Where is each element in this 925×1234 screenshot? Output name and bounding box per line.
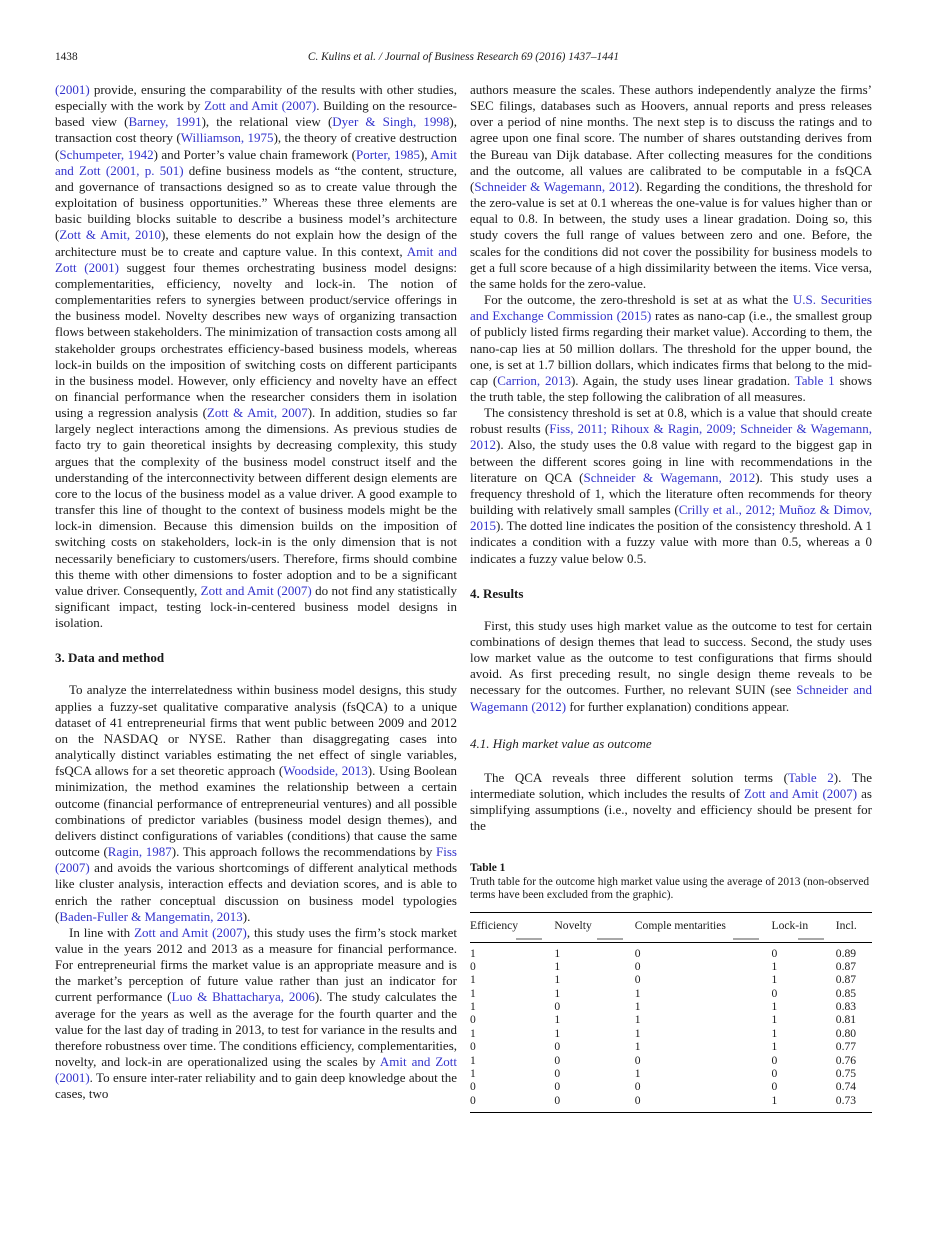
table-cell: 0 xyxy=(470,1093,476,1107)
table-cell: 0 xyxy=(634,1093,641,1107)
table-row xyxy=(470,974,872,987)
paragraph xyxy=(470,292,872,405)
table-cell: 0 xyxy=(634,946,641,960)
citation-link[interactable]: Williamson, 1975 xyxy=(180,130,274,146)
table-cell: 0.75 xyxy=(835,1066,857,1080)
citation-link[interactable]: Amit and Zott (2001) xyxy=(55,1054,457,1086)
text-run: . Building on the resource-based view ( xyxy=(55,98,457,130)
table-row xyxy=(470,1014,872,1027)
column-header: Novelty xyxy=(554,913,634,942)
text-run: ) and Porter’s value chain framework ( xyxy=(153,146,356,162)
table-cell: 0 xyxy=(554,1000,561,1014)
paragraph xyxy=(55,82,457,631)
table-row xyxy=(470,1027,872,1040)
citation-link[interactable]: Crilly et al., 2012; Muñoz & Dimov, 2015 xyxy=(470,502,872,534)
table-cell: 1 xyxy=(634,1000,641,1014)
table-cell: 1 xyxy=(554,973,561,987)
table-row xyxy=(470,1094,872,1112)
text-run: ). The intermediate solution, which includes the results of xyxy=(470,769,872,802)
truth-table xyxy=(470,912,872,1112)
table-cell: 0 xyxy=(771,1080,778,1094)
table-cell: 0.76 xyxy=(835,1053,857,1067)
text-run: ). Using Boolean minimization, the method examines the relationship between a certain outcome (financial performance of entrepreneurial ventures) and all possible combinations of predictor variables (business model design themes), and delivers distinct configurations of variables (conditions) that cause the same outcome ( xyxy=(55,763,458,860)
table-cell: 0.73 xyxy=(835,1093,857,1107)
table-cell: 1 xyxy=(470,986,476,1000)
text-run: First, this study uses high market value as the outcome to test for certain combinations of design themes that lead to success. Second, the study uses low market value as the outcome to test configurations that firms should avoid. As first preceding result, no single design theme reveals to be necessary for the outcomes. Further, no relevant SUIN (see xyxy=(470,617,872,698)
table-row xyxy=(470,1040,872,1053)
table-row xyxy=(470,987,872,1000)
table-cell: 0 xyxy=(470,959,476,973)
left-column xyxy=(55,82,457,1113)
column-header: Lock-in xyxy=(771,913,835,942)
citation-link[interactable]: Table 2 xyxy=(787,769,834,785)
citation-link[interactable]: Amit and Zott (2001) xyxy=(55,243,457,275)
text-run: ). Again, the study uses linear gradation. xyxy=(570,372,795,388)
table-cell: 1 xyxy=(771,1000,778,1014)
text-run: . To ensure inter-rater reliability and to gain deep knowledge about the cases, two xyxy=(55,1070,457,1102)
text-run: ). The study calculates the average for the years as well as the average for the fourth quarter and the value for the last day of trading in 2013, to test for variance in the results and therefore robustness over time. The conditions efficiency, complementarities, novelty, and lock-in are operationalized using the scales by xyxy=(55,989,457,1070)
paragraph xyxy=(470,770,872,835)
table-cell: 0 xyxy=(470,1080,476,1094)
table-row xyxy=(470,942,872,960)
citation-link[interactable]: Zott & Amit, 2007 xyxy=(206,405,308,421)
table-cell: 0 xyxy=(470,1040,476,1054)
table-cell: 1 xyxy=(470,1066,476,1080)
table-cell: 0 xyxy=(554,1093,561,1107)
table-label: Table 1 xyxy=(470,861,506,874)
text-run: ), these elements do not explain how the design of the architecture must be to create and capture value. In this context, xyxy=(55,227,457,259)
table-cell: 1 xyxy=(634,1066,641,1080)
table-cell: 1 xyxy=(771,1093,778,1107)
text-run: ), xyxy=(419,146,431,162)
table-cell: 1 xyxy=(554,986,561,1000)
text-run: ). xyxy=(242,908,251,924)
table-row xyxy=(470,1054,872,1067)
table-cell: 0 xyxy=(771,1053,778,1067)
column-header: Efficiency xyxy=(470,913,554,942)
table-cell: 0.85 xyxy=(835,986,857,1000)
table-cell: 0 xyxy=(634,959,641,973)
table-cell: 1 xyxy=(771,959,778,973)
table-cell: 0 xyxy=(771,946,778,960)
paragraph xyxy=(55,925,457,1103)
table-cell: 0.89 xyxy=(835,946,857,960)
table-cell: 0 xyxy=(470,1013,476,1027)
table-cell: 1 xyxy=(634,1026,641,1040)
table-cell: 0 xyxy=(771,1066,778,1080)
text-run: ). In addition, studies so far largely neglect interactions among the dimensions. As previous studies de facto try to gain theoretical insights by decreasing complexity, this study argues that the complexity of the business model construct itself and the understanding of the interconnectivity between different design elements are core to the locus of the business model as a value driver. A good example to transfer this line of thought to the context of business models might be the lock-in dimension. Because this dimension builds on the imposition of switching costs on stakeholders, lock-in is the only dimension that is not necessarily beneficiary to customers/users. Therefore, firms should combine this theme with other dimensions to foster adoption and to be a significant value driver. Consequently, xyxy=(55,405,457,598)
table-cell: 0.80 xyxy=(835,1026,857,1040)
right-column xyxy=(470,82,872,1113)
citation-link[interactable]: Fiss (2007) xyxy=(55,844,457,876)
citation-link[interactable]: Zott & Amit, 2010 xyxy=(59,227,161,243)
paragraph xyxy=(470,618,872,715)
citation-link[interactable]: Zott and Amit (2007) xyxy=(134,924,247,940)
table-cell: 1 xyxy=(470,973,476,987)
citation-link[interactable]: Ragin, 1987 xyxy=(107,844,172,860)
table-cell: 1 xyxy=(554,959,561,973)
citation-link[interactable]: Baden-Fuller & Mangematin, 2013 xyxy=(59,908,243,924)
citation-link[interactable]: (2001) xyxy=(55,82,90,97)
text-run: do not find any statistically significant impact, testing lock-in-centered business model designs in isolation. xyxy=(55,582,457,631)
text-run: provide, ensuring the comparability of the results with other studies, especially with the work by xyxy=(55,82,457,114)
citation-link[interactable]: Schumpeter, 1942 xyxy=(59,146,154,162)
table-1-block xyxy=(470,861,872,1113)
table-cell: 1 xyxy=(634,1040,641,1054)
paragraph xyxy=(55,682,457,924)
table-cell: 1 xyxy=(554,946,561,960)
text-run: authors measure the scales. These authors independently analyze the firms’ SEC filings, databases such as Hoovers, annual reports and press releases over a period of nine months. The next step is to discuss the ratings and to agree upon one final score. The number of shares outstanding derives from the Bureau van Dijk database. After collecting measures for the conditions and the outcome, all values are calibrated to be computable in a fsQCA ( xyxy=(470,82,872,194)
text-run: shows the truth table, the step following the calibration of all measures. xyxy=(470,372,872,404)
text-run: The consistency threshold is set at 0.8, which is a value that should create robust results ( xyxy=(470,405,872,437)
table-caption: Truth table for the outcome high market value using the average of 2013 (non-observed terms have been excluded from the graphic). xyxy=(470,875,870,902)
table-cell: 0 xyxy=(554,1080,561,1094)
citation-link[interactable]: Woodside, 2013 xyxy=(283,763,368,779)
column-header: Incl. xyxy=(836,913,872,942)
citation-link[interactable]: Fiss, 2011; Rihoux & Ragin, 2009; Schneider & Wagemann, 2012 xyxy=(470,421,872,453)
citation-link[interactable]: Dyer & Singh, 1998 xyxy=(332,114,450,130)
table-cell: 1 xyxy=(470,1000,476,1014)
text-run: For the outcome, the zero-threshold is set at as what the xyxy=(484,292,793,308)
table-row xyxy=(470,1000,872,1013)
citation-link[interactable]: Schneider & Wagemann, 2012 xyxy=(474,178,635,194)
table-cell: 0 xyxy=(554,1040,561,1054)
text-run: The QCA reveals three different solution terms ( xyxy=(484,769,788,785)
table-cell: 1 xyxy=(634,986,641,1000)
text-run: as simplifying assumptions (i.e., novelty and efficiency should be present for the xyxy=(470,786,872,834)
table-row xyxy=(470,1081,872,1094)
text-run: ). Regarding the conditions, the threshold for the zero-value is set at 0.1 whereas the one-value is for values higher than or equal to 0.8. In between, the study uses a linear gradation. Doing so, this study covers the full range of values between zero and one. Before, the scales for the conditions did not cover the possibility for business models to get a full score because of a high dissimilarity between the items. Vice versa, the same holds for the zero-value. xyxy=(470,178,872,291)
text-run: ). Also, the study uses the 0.8 value with regard to the biggest gap in between the different scores going in line with recommendations in the literature on QCA ( xyxy=(470,437,872,485)
table-cell: 0 xyxy=(771,986,778,1000)
table-cell: 1 xyxy=(634,1013,641,1027)
citation-link[interactable]: Porter, 1985 xyxy=(356,146,420,162)
paragraph xyxy=(470,82,872,292)
text-run: define business models as “the content, structure, and governance of transactions designed so as to create value through the exploitation of business opportunities.” Whereas these three elements are basic building blocks suitable to describe a business model’s architecture ( xyxy=(55,162,457,243)
citation-link[interactable]: Zott and Amit (2007) xyxy=(204,98,317,114)
table-cell: 1 xyxy=(470,1026,476,1040)
table-cell: 1 xyxy=(771,1026,778,1040)
citation-link[interactable]: Luo & Bhattacharya, 2006 xyxy=(171,989,315,1005)
text-run: In line with xyxy=(69,924,135,940)
table-cell: 0.81 xyxy=(835,1013,857,1027)
text-run: ). The dotted line indicates the position of the consistency threshold. A 1 indicates a condition with a fuzzy value with more than 0.5, whereas a 0 indicates a fuzzy value below 0.5. xyxy=(470,518,872,566)
subsection-heading: 4.1. High market value as outcome xyxy=(470,735,652,751)
text-run: for further explanation) conditions appear. xyxy=(566,698,790,714)
text-run: ). This study uses a frequency threshold of 1, which the literature often recommends for theory building with relatively small samples ( xyxy=(470,469,872,518)
table-cell: 0 xyxy=(554,1066,561,1080)
table-cell: 0.83 xyxy=(835,1000,857,1014)
text-run: suggest four themes orchestrating business model designs: complementarities, efficiency, novelty and lock-in. The notion of complementarities refers to synergies between product/service offerings in the business model. Novelty describes new ways of organizing transaction flows between stakeholders. The minimization of transaction costs among all stakeholder groups orchestrates efficiency-based business models, whereas lock-in builds on the imposition of switching costs on different participants in the business model. However, only efficiency and novelty have an effect on financial performance when the researcher considers them in isolation using a regression analysis ( xyxy=(55,259,457,421)
citation-link[interactable]: Amit and Zott (2001, p. 501) xyxy=(55,146,457,178)
table-cell: 0.77 xyxy=(835,1040,857,1054)
table-cell: 0 xyxy=(634,1080,641,1094)
paragraph xyxy=(470,405,872,567)
table-cell: 1 xyxy=(771,1013,778,1027)
table-cell: 1 xyxy=(554,1013,561,1027)
table-row xyxy=(470,960,872,973)
text-run: ), the theory of creative destruction ( xyxy=(55,130,458,162)
table-cell: 0.87 xyxy=(835,959,857,973)
column-header: Comple mentarities xyxy=(635,913,772,942)
two-column-body xyxy=(55,82,872,1113)
table-cell: 1 xyxy=(470,946,476,960)
citation-link[interactable]: Zott and Amit (2007) xyxy=(200,582,312,598)
text-run: ). This approach follows the recommendations by xyxy=(171,844,437,860)
text-run: To analyze the interrelatedness within business model designs, this study applies a fuzzy-set qualitative comparative analysis (fsQCA) to a unique dataset of 41 entrepreneurial firms that went public between 2009 and 2012 on the NASDAQ or NYSE. Rather than disaggregating cases into analytically distinct variables estimating the net effect of single variables, fsQCA allows for a set theoretic approach ( xyxy=(55,682,457,779)
text-run: ), the relational view ( xyxy=(201,114,333,130)
text-run: ), transaction cost theory ( xyxy=(55,114,457,146)
text-run: rates as nano-cap (i.e., the smallest group of publicly listed firms regarding their market value). According to them, the nano-cap lies at 50 million dollars. The threshold for the upper bound, the one, is set at 1.7 billion dollars, which indicates firms that belong to the mid-cap ( xyxy=(470,308,872,388)
citation-link[interactable]: Zott and Amit (2007) xyxy=(743,786,858,802)
table-cell: 0 xyxy=(634,1053,641,1067)
section-heading: 4. Results xyxy=(470,585,524,601)
table-cell: 0 xyxy=(634,973,641,987)
citation-link[interactable]: Schneider and Wagemann (2012) xyxy=(470,682,872,714)
citation-link[interactable]: U.S. Securities and Exchange Commission (2015) xyxy=(470,292,872,324)
citation-link[interactable]: Barney, 1991 xyxy=(128,114,202,130)
text-run: , this study uses the firm’s stock market value in the years 2012 and 2013 as a measure for financial performance. For entrepreneurial firms the market value is an appropriate measure and is the market’s perception of future value rather than just an indicator for current performance ( xyxy=(55,924,458,1005)
citation-link[interactable]: Schneider & Wagemann, 2012 xyxy=(583,469,756,485)
text-run: and avoids the various shortcomings of different analytical methods like cluster analysis, interaction effects and deviation scores, and is able to enrich the rather conceptual discussion on business model typologies ( xyxy=(55,860,457,924)
table-header-row xyxy=(470,913,872,942)
table-cell: 1 xyxy=(470,1053,476,1067)
table-cell: 1 xyxy=(771,1040,778,1054)
table-cell: 1 xyxy=(554,1026,561,1040)
citation-link[interactable]: Carrion, 2013 xyxy=(497,372,571,388)
table-cell: 0.87 xyxy=(835,973,857,987)
page-number: 1438 xyxy=(55,51,78,63)
running-head xyxy=(55,51,872,64)
table-cell: 0.74 xyxy=(835,1080,857,1094)
citation-link[interactable]: Table 1 xyxy=(794,372,835,388)
journal-running-title: C. Kulins et al. / Journal of Business Research 69 (2016) 1437–1441 xyxy=(307,51,620,63)
section-heading: 3. Data and method xyxy=(55,650,165,666)
table-cell: 1 xyxy=(771,973,778,987)
table-row xyxy=(470,1067,872,1080)
table-cell: 0 xyxy=(554,1053,561,1067)
